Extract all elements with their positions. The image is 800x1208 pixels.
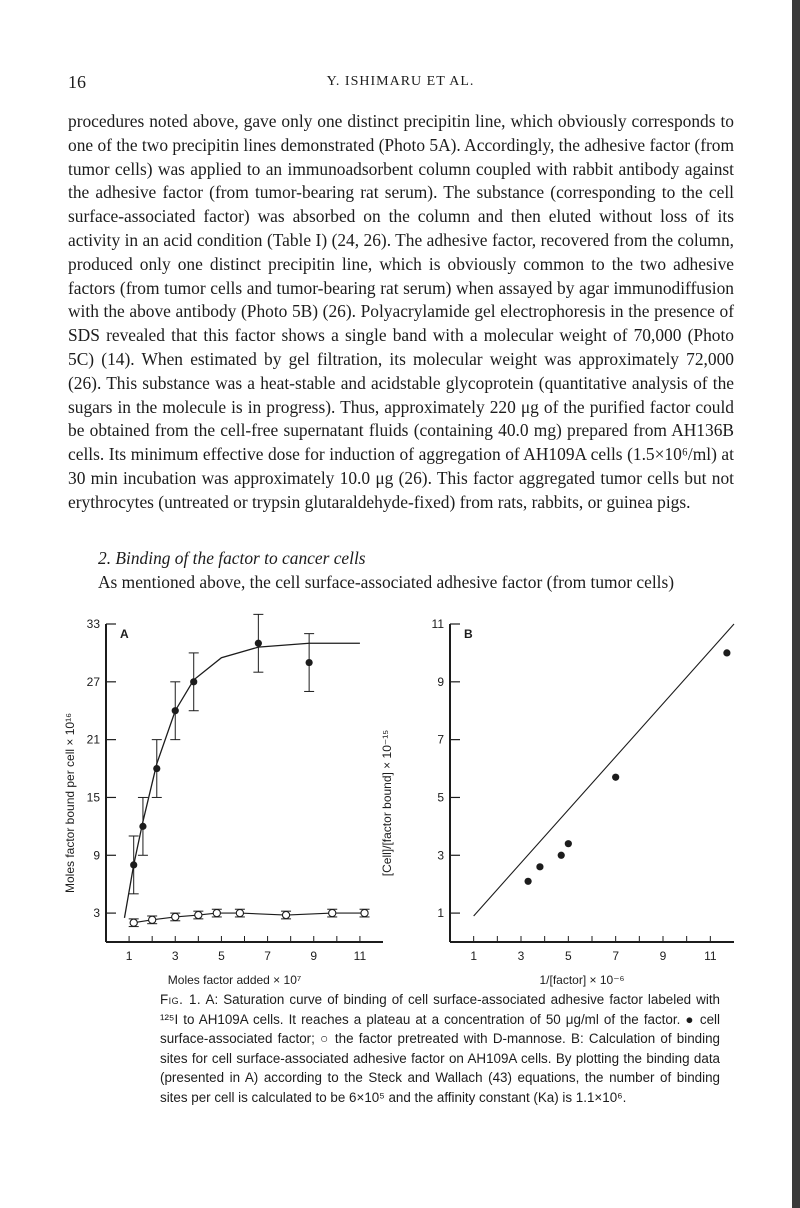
x-tick-label: 1 [125, 949, 133, 963]
y-tick-label: 9 [437, 674, 444, 689]
y-tick-label: 27 [86, 674, 100, 689]
x-axis-label: Moles factor added × 10⁷ [167, 973, 302, 987]
panel-label: B [464, 627, 473, 641]
y-tick-label: 15 [86, 790, 100, 805]
x-tick-label: 1 [470, 949, 478, 963]
data-point-open [195, 911, 202, 918]
y-tick-label: 9 [93, 848, 100, 863]
page-number: 16 [68, 72, 86, 92]
y-tick-label: 7 [437, 732, 444, 747]
x-axis-label: 1/[factor] × 10⁻⁶ [539, 973, 625, 987]
data-point-filled [190, 678, 197, 685]
data-point-filled [139, 823, 146, 830]
figure-svg [58, 612, 748, 992]
y-tick-label: 3 [437, 848, 444, 863]
data-point-filled [558, 852, 565, 859]
data-point-open [149, 916, 156, 923]
y-tick-label: 21 [86, 732, 100, 747]
x-tick-label: 5 [218, 949, 225, 963]
fitted-curve [124, 643, 359, 918]
scan-edge [792, 0, 800, 1208]
data-point-open [282, 911, 289, 918]
fit-line [474, 624, 734, 916]
running-title: Y. ISHIMARU ET AL. [326, 74, 475, 89]
data-point-filled [255, 640, 262, 647]
caption-text: A: Saturation curve of binding of cell surface-associated adhesive factor labeled with ¹²⁵I to AH109A cells. It reaches a plateau at a concentration of 50 μg/ml of the factor. ● cell surface-associated factor; ○ the factor pretreated with D-mannose. B: Calculation of binding sites for cell surface-associated adhesive factor on AH109A cells. By plotting the binding data (presented in A) according to the Steck and Wallach (43) equations, the number of binding sites per cell is calculated to be 6×10⁵ and the affinity constant (Ka) is 1.1×10⁶. [160, 992, 720, 1105]
data-point-filled [525, 878, 532, 885]
y-tick-label: 33 [86, 617, 100, 631]
data-point-open [236, 909, 243, 916]
x-tick-label: 3 [171, 949, 179, 963]
data-point-filled [172, 707, 179, 714]
section-heading: 2. Binding of the factor to cancer cells [98, 548, 366, 568]
x-tick-label: 11 [353, 949, 367, 963]
data-point-open [172, 913, 179, 920]
caption-label: Fig. 1. [160, 992, 202, 1007]
data-point-filled [723, 649, 730, 656]
data-point-filled [130, 861, 137, 868]
data-point-open [361, 909, 368, 916]
figure-caption [160, 990, 720, 1107]
data-point-filled [612, 774, 619, 781]
figure-1 [58, 612, 748, 992]
y-axis-label: Moles factor bound per cell × 10¹⁶ [63, 712, 77, 894]
y-axis-label: [Cell]/[factor bound] × 10⁻¹⁵ [380, 729, 394, 877]
data-point-open [213, 909, 220, 916]
body-text [68, 110, 734, 515]
panel-label: A [120, 627, 129, 641]
data-point-filled [306, 659, 313, 666]
section-paragraph: As mentioned above, the cell surface-associated adhesive factor (from tumor cells) [98, 572, 675, 592]
x-tick-label: 9 [310, 949, 318, 963]
data-point-filled [565, 840, 572, 847]
x-tick-label: 7 [264, 949, 271, 963]
data-point-open [130, 919, 137, 926]
x-tick-label: 3 [517, 949, 525, 963]
panel-B [380, 617, 734, 987]
x-tick-label: 9 [659, 949, 667, 963]
panel-A [63, 614, 383, 987]
body-paragraph: procedures noted above, gave only one distinct precipitin line, which obviously corresponds to one of the two precipitin lines demonstrated (Photo 5A). Accordingly, the adhesive factor (from tumor cells) was applied to an immunoadsorbent column coupled with rabbit antibody against the adhesive factor (from tumor-bearing rat serum). The substance (corresponding to the cell surface-associated factor) was absorbed on the column and then eluted without loss of its activity in an acid condition (Table I) (24, 26). The adhesive factor, recovered from the column, produced only one distinct precipitin line, which is obviously common to the two adhesive factors (from tumor cells and tumor-bearing rat serum) when assayed by agar immunodiffusion with the above antibody (Photo 5B) (26). Polyacrylamide gel electrophoresis in the presence of SDS revealed that this factor shows a single band with a molecular weight of 70,000 (Photo 5C) (14). When estimated by gel filtration, its molecular weight was approximately 72,000 (26). This substance was a heat-stable and acidstable glycoprotein (quantitative analysis of the sugars in the molecule is in progress). Thus, approximately 220 μg of the purified factor could be obtained from the cell-free supernatant fluids (containing 40.0 mg) prepared from AH136B cells. Its minimum effective dose for induction of aggregation of AH109A cells (1.5×10⁶/ml) at 30 min incubation was approximately 10.0 μg (26). This factor aggregated tumor cells but not erythrocytes (untreated or trypsin glutaraldehyde-fixed) from rats, rabbits, or guinea pigs. [68, 111, 734, 512]
data-point-open [329, 909, 336, 916]
y-tick-label: 5 [437, 790, 444, 805]
y-tick-label: 11 [431, 617, 444, 631]
x-tick-label: 11 [704, 949, 717, 963]
data-point-filled [153, 765, 160, 772]
x-tick-label: 7 [612, 949, 620, 963]
y-tick-label: 3 [93, 906, 100, 921]
y-tick-label: 1 [437, 906, 444, 921]
page-header [68, 72, 733, 96]
data-point-filled [536, 863, 543, 870]
x-tick-label: 5 [564, 949, 572, 963]
